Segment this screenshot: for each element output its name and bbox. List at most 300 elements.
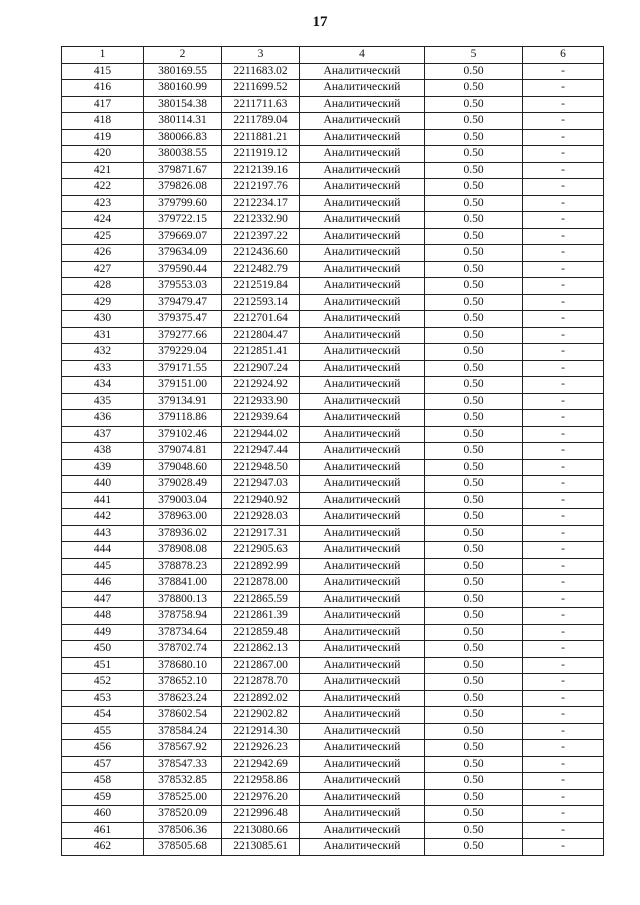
table-row: [62, 476, 604, 493]
y-coordinate-cell: 2212926.23: [222, 740, 300, 757]
accuracy-cell: 0.50: [425, 344, 523, 361]
y-coordinate-cell: 2212996.48: [222, 806, 300, 823]
point-number-cell: 450: [62, 641, 144, 658]
x-coordinate-cell: 380066.83: [144, 129, 222, 146]
table-row: [62, 96, 604, 113]
method-cell: Аналитический: [300, 443, 425, 460]
accuracy-cell: 0.50: [425, 657, 523, 674]
accuracy-cell: 0.50: [425, 278, 523, 295]
accuracy-cell: 0.50: [425, 261, 523, 278]
table-row: [62, 509, 604, 526]
note-cell: -: [523, 327, 604, 344]
table-row: [62, 278, 604, 295]
note-cell: -: [523, 690, 604, 707]
y-coordinate-cell: 2211683.02: [222, 63, 300, 80]
note-cell: -: [523, 542, 604, 559]
method-cell: Аналитический: [300, 410, 425, 427]
column-header: 1: [62, 47, 144, 64]
method-cell: Аналитический: [300, 360, 425, 377]
method-cell: Аналитический: [300, 228, 425, 245]
point-number-cell: 429: [62, 294, 144, 311]
note-cell: -: [523, 608, 604, 625]
table-row: [62, 129, 604, 146]
accuracy-cell: 0.50: [425, 96, 523, 113]
x-coordinate-cell: 379799.60: [144, 195, 222, 212]
y-coordinate-cell: 2212892.02: [222, 690, 300, 707]
x-coordinate-cell: 380038.55: [144, 146, 222, 163]
method-cell: Аналитический: [300, 575, 425, 592]
accuracy-cell: 0.50: [425, 789, 523, 806]
x-coordinate-cell: 378758.94: [144, 608, 222, 625]
accuracy-cell: 0.50: [425, 509, 523, 526]
method-cell: Аналитический: [300, 690, 425, 707]
accuracy-cell: 0.50: [425, 410, 523, 427]
method-cell: Аналитический: [300, 509, 425, 526]
x-coordinate-cell: 379826.08: [144, 179, 222, 196]
point-number-cell: 415: [62, 63, 144, 80]
x-coordinate-cell: 379277.66: [144, 327, 222, 344]
x-coordinate-cell: 379028.49: [144, 476, 222, 493]
point-number-cell: 437: [62, 426, 144, 443]
point-number-cell: 451: [62, 657, 144, 674]
note-cell: -: [523, 261, 604, 278]
accuracy-cell: 0.50: [425, 558, 523, 575]
y-coordinate-cell: 2212914.30: [222, 723, 300, 740]
x-coordinate-cell: 379722.15: [144, 212, 222, 229]
x-coordinate-cell: 378734.64: [144, 624, 222, 641]
table-row: [62, 822, 604, 839]
y-coordinate-cell: 2212958.86: [222, 773, 300, 790]
x-coordinate-cell: 378878.23: [144, 558, 222, 575]
accuracy-cell: 0.50: [425, 723, 523, 740]
y-coordinate-cell: 2212878.70: [222, 674, 300, 691]
point-number-cell: 449: [62, 624, 144, 641]
point-number-cell: 436: [62, 410, 144, 427]
table-row: [62, 789, 604, 806]
method-cell: Аналитический: [300, 707, 425, 724]
y-coordinate-cell: 2212933.90: [222, 393, 300, 410]
method-cell: Аналитический: [300, 294, 425, 311]
point-number-cell: 422: [62, 179, 144, 196]
point-number-cell: 427: [62, 261, 144, 278]
column-header: 3: [222, 47, 300, 64]
note-cell: -: [523, 63, 604, 80]
note-cell: -: [523, 426, 604, 443]
accuracy-cell: 0.50: [425, 63, 523, 80]
method-cell: Аналитический: [300, 212, 425, 229]
y-coordinate-cell: 2212905.63: [222, 542, 300, 559]
method-cell: Аналитический: [300, 344, 425, 361]
method-cell: Аналитический: [300, 624, 425, 641]
y-coordinate-cell: 2212436.60: [222, 245, 300, 262]
y-coordinate-cell: 2212865.59: [222, 591, 300, 608]
point-number-cell: 428: [62, 278, 144, 295]
y-coordinate-cell: 2212976.20: [222, 789, 300, 806]
note-cell: -: [523, 377, 604, 394]
accuracy-cell: 0.50: [425, 228, 523, 245]
x-coordinate-cell: 378584.24: [144, 723, 222, 740]
note-cell: -: [523, 96, 604, 113]
note-cell: -: [523, 393, 604, 410]
table-row: [62, 410, 604, 427]
accuracy-cell: 0.50: [425, 575, 523, 592]
y-coordinate-cell: 2212878.00: [222, 575, 300, 592]
note-cell: -: [523, 789, 604, 806]
note-cell: -: [523, 410, 604, 427]
accuracy-cell: 0.50: [425, 327, 523, 344]
table-row: [62, 344, 604, 361]
x-coordinate-cell: 378702.74: [144, 641, 222, 658]
note-cell: -: [523, 195, 604, 212]
y-coordinate-cell: 2211919.12: [222, 146, 300, 163]
column-header: 4: [300, 47, 425, 64]
table-row: [62, 377, 604, 394]
x-coordinate-cell: 378623.24: [144, 690, 222, 707]
note-cell: -: [523, 806, 604, 823]
method-cell: Аналитический: [300, 245, 425, 262]
accuracy-cell: 0.50: [425, 426, 523, 443]
accuracy-cell: 0.50: [425, 690, 523, 707]
note-cell: -: [523, 575, 604, 592]
point-number-cell: 462: [62, 839, 144, 856]
point-number-cell: 423: [62, 195, 144, 212]
y-coordinate-cell: 2212234.17: [222, 195, 300, 212]
table-row: [62, 212, 604, 229]
y-coordinate-cell: 2212593.14: [222, 294, 300, 311]
x-coordinate-cell: 379669.07: [144, 228, 222, 245]
x-coordinate-cell: 378505.68: [144, 839, 222, 856]
note-cell: -: [523, 228, 604, 245]
method-cell: Аналитический: [300, 162, 425, 179]
table-row: [62, 591, 604, 608]
x-coordinate-cell: 378506.36: [144, 822, 222, 839]
point-number-cell: 460: [62, 806, 144, 823]
table-row: [62, 525, 604, 542]
point-number-cell: 419: [62, 129, 144, 146]
table-row: [62, 624, 604, 641]
x-coordinate-cell: 379634.09: [144, 245, 222, 262]
note-cell: -: [523, 278, 604, 295]
note-cell: -: [523, 311, 604, 328]
note-cell: -: [523, 707, 604, 724]
note-cell: -: [523, 492, 604, 509]
table-row: [62, 294, 604, 311]
table-row: [62, 558, 604, 575]
x-coordinate-cell: 379003.04: [144, 492, 222, 509]
method-cell: Аналитический: [300, 80, 425, 97]
x-coordinate-cell: 380169.55: [144, 63, 222, 80]
accuracy-cell: 0.50: [425, 129, 523, 146]
method-cell: Аналитический: [300, 179, 425, 196]
note-cell: -: [523, 756, 604, 773]
table-row: [62, 806, 604, 823]
accuracy-cell: 0.50: [425, 542, 523, 559]
note-cell: -: [523, 509, 604, 526]
note-cell: -: [523, 443, 604, 460]
point-number-cell: 438: [62, 443, 144, 460]
y-coordinate-cell: 2212942.69: [222, 756, 300, 773]
accuracy-cell: 0.50: [425, 591, 523, 608]
y-coordinate-cell: 2212944.02: [222, 426, 300, 443]
y-coordinate-cell: 2212917.31: [222, 525, 300, 542]
accuracy-cell: 0.50: [425, 443, 523, 460]
note-cell: -: [523, 641, 604, 658]
point-number-cell: 452: [62, 674, 144, 691]
x-coordinate-cell: 378602.54: [144, 707, 222, 724]
note-cell: -: [523, 344, 604, 361]
method-cell: Аналитический: [300, 806, 425, 823]
method-cell: Аналитический: [300, 740, 425, 757]
x-coordinate-cell: 379171.55: [144, 360, 222, 377]
note-cell: -: [523, 129, 604, 146]
table-row: [62, 360, 604, 377]
note-cell: -: [523, 245, 604, 262]
method-cell: Аналитический: [300, 278, 425, 295]
table-row: [62, 756, 604, 773]
y-coordinate-cell: 2212892.99: [222, 558, 300, 575]
point-number-cell: 420: [62, 146, 144, 163]
point-number-cell: 453: [62, 690, 144, 707]
method-cell: Аналитический: [300, 261, 425, 278]
x-coordinate-cell: 379871.67: [144, 162, 222, 179]
note-cell: -: [523, 360, 604, 377]
y-coordinate-cell: 2211881.21: [222, 129, 300, 146]
x-coordinate-cell: 378567.92: [144, 740, 222, 757]
point-number-cell: 444: [62, 542, 144, 559]
method-cell: Аналитический: [300, 96, 425, 113]
point-number-cell: 441: [62, 492, 144, 509]
point-number-cell: 445: [62, 558, 144, 575]
accuracy-cell: 0.50: [425, 608, 523, 625]
note-cell: -: [523, 624, 604, 641]
y-coordinate-cell: 2212939.64: [222, 410, 300, 427]
table-row: [62, 195, 604, 212]
table-row: [62, 674, 604, 691]
column-header: 6: [523, 47, 604, 64]
table-row: [62, 723, 604, 740]
point-number-cell: 421: [62, 162, 144, 179]
point-number-cell: 443: [62, 525, 144, 542]
x-coordinate-cell: 379074.81: [144, 443, 222, 460]
method-cell: Аналитический: [300, 311, 425, 328]
method-cell: Аналитический: [300, 591, 425, 608]
table-row: [62, 542, 604, 559]
table-row: [62, 426, 604, 443]
accuracy-cell: 0.50: [425, 377, 523, 394]
method-cell: Аналитический: [300, 674, 425, 691]
method-cell: Аналитический: [300, 113, 425, 130]
x-coordinate-cell: 379118.86: [144, 410, 222, 427]
point-number-cell: 459: [62, 789, 144, 806]
y-coordinate-cell: 2212397.22: [222, 228, 300, 245]
y-coordinate-cell: 2212862.13: [222, 641, 300, 658]
y-coordinate-cell: 2213080.66: [222, 822, 300, 839]
note-cell: -: [523, 674, 604, 691]
accuracy-cell: 0.50: [425, 245, 523, 262]
accuracy-cell: 0.50: [425, 773, 523, 790]
note-cell: -: [523, 459, 604, 476]
x-coordinate-cell: 379375.47: [144, 311, 222, 328]
point-number-cell: 456: [62, 740, 144, 757]
accuracy-cell: 0.50: [425, 740, 523, 757]
x-coordinate-cell: 378525.00: [144, 789, 222, 806]
method-cell: Аналитический: [300, 608, 425, 625]
method-cell: Аналитический: [300, 773, 425, 790]
x-coordinate-cell: 379553.03: [144, 278, 222, 295]
note-cell: -: [523, 591, 604, 608]
y-coordinate-cell: 2212519.84: [222, 278, 300, 295]
method-cell: Аналитический: [300, 542, 425, 559]
table-row: [62, 261, 604, 278]
point-number-cell: 446: [62, 575, 144, 592]
table-row: [62, 179, 604, 196]
point-number-cell: 454: [62, 707, 144, 724]
method-cell: Аналитический: [300, 723, 425, 740]
x-coordinate-cell: 379479.47: [144, 294, 222, 311]
y-coordinate-cell: 2212859.48: [222, 624, 300, 641]
method-cell: Аналитический: [300, 756, 425, 773]
x-coordinate-cell: 378520.09: [144, 806, 222, 823]
note-cell: -: [523, 476, 604, 493]
point-number-cell: 434: [62, 377, 144, 394]
point-number-cell: 424: [62, 212, 144, 229]
point-number-cell: 458: [62, 773, 144, 790]
method-cell: Аналитический: [300, 129, 425, 146]
table-row: [62, 657, 604, 674]
y-coordinate-cell: 2212902.82: [222, 707, 300, 724]
table-row: [62, 228, 604, 245]
accuracy-cell: 0.50: [425, 806, 523, 823]
note-cell: -: [523, 162, 604, 179]
method-cell: Аналитический: [300, 146, 425, 163]
method-cell: Аналитический: [300, 476, 425, 493]
method-cell: Аналитический: [300, 525, 425, 542]
note-cell: -: [523, 822, 604, 839]
point-number-cell: 455: [62, 723, 144, 740]
table-row: [62, 608, 604, 625]
method-cell: Аналитический: [300, 657, 425, 674]
method-cell: Аналитический: [300, 426, 425, 443]
accuracy-cell: 0.50: [425, 525, 523, 542]
y-coordinate-cell: 2211711.63: [222, 96, 300, 113]
point-number-cell: 442: [62, 509, 144, 526]
note-cell: -: [523, 773, 604, 790]
table-row: [62, 575, 604, 592]
y-coordinate-cell: 2212701.64: [222, 311, 300, 328]
table-row: [62, 459, 604, 476]
y-coordinate-cell: 2212924.92: [222, 377, 300, 394]
y-coordinate-cell: 2212851.41: [222, 344, 300, 361]
header-row: [62, 47, 604, 64]
x-coordinate-cell: 379102.46: [144, 426, 222, 443]
y-coordinate-cell: 2212867.00: [222, 657, 300, 674]
table-row: [62, 773, 604, 790]
note-cell: -: [523, 80, 604, 97]
point-number-cell: 439: [62, 459, 144, 476]
accuracy-cell: 0.50: [425, 195, 523, 212]
x-coordinate-cell: 380160.99: [144, 80, 222, 97]
accuracy-cell: 0.50: [425, 641, 523, 658]
note-cell: -: [523, 839, 604, 856]
accuracy-cell: 0.50: [425, 756, 523, 773]
accuracy-cell: 0.50: [425, 162, 523, 179]
coordinates-table: [61, 46, 604, 856]
x-coordinate-cell: 378532.85: [144, 773, 222, 790]
y-coordinate-cell: 2212804.47: [222, 327, 300, 344]
y-coordinate-cell: 2212947.44: [222, 443, 300, 460]
y-coordinate-cell: 2212139.16: [222, 162, 300, 179]
point-number-cell: 433: [62, 360, 144, 377]
x-coordinate-cell: 379590.44: [144, 261, 222, 278]
note-cell: -: [523, 212, 604, 229]
table-row: [62, 113, 604, 130]
x-coordinate-cell: 378841.00: [144, 575, 222, 592]
x-coordinate-cell: 379151.00: [144, 377, 222, 394]
method-cell: Аналитический: [300, 393, 425, 410]
point-number-cell: 461: [62, 822, 144, 839]
accuracy-cell: 0.50: [425, 360, 523, 377]
accuracy-cell: 0.50: [425, 393, 523, 410]
table-row: [62, 63, 604, 80]
method-cell: Аналитический: [300, 63, 425, 80]
point-number-cell: 416: [62, 80, 144, 97]
accuracy-cell: 0.50: [425, 459, 523, 476]
note-cell: -: [523, 113, 604, 130]
table-row: [62, 492, 604, 509]
note-cell: -: [523, 294, 604, 311]
x-coordinate-cell: 378652.10: [144, 674, 222, 691]
note-cell: -: [523, 657, 604, 674]
y-coordinate-cell: 2211789.04: [222, 113, 300, 130]
x-coordinate-cell: 379048.60: [144, 459, 222, 476]
table-row: [62, 162, 604, 179]
x-coordinate-cell: 378963.00: [144, 509, 222, 526]
x-coordinate-cell: 378936.02: [144, 525, 222, 542]
note-cell: -: [523, 740, 604, 757]
y-coordinate-cell: 2212197.76: [222, 179, 300, 196]
method-cell: Аналитический: [300, 459, 425, 476]
column-header: 2: [144, 47, 222, 64]
x-coordinate-cell: 379134.91: [144, 393, 222, 410]
accuracy-cell: 0.50: [425, 212, 523, 229]
table-row: [62, 707, 604, 724]
note-cell: -: [523, 179, 604, 196]
x-coordinate-cell: 380114.31: [144, 113, 222, 130]
table-row: [62, 245, 604, 262]
point-number-cell: 417: [62, 96, 144, 113]
y-coordinate-cell: 2212948.50: [222, 459, 300, 476]
point-number-cell: 448: [62, 608, 144, 625]
method-cell: Аналитический: [300, 492, 425, 509]
y-coordinate-cell: 2212928.03: [222, 509, 300, 526]
point-number-cell: 457: [62, 756, 144, 773]
x-coordinate-cell: 380154.38: [144, 96, 222, 113]
accuracy-cell: 0.50: [425, 839, 523, 856]
accuracy-cell: 0.50: [425, 311, 523, 328]
method-cell: Аналитический: [300, 558, 425, 575]
point-number-cell: 426: [62, 245, 144, 262]
x-coordinate-cell: 378800.13: [144, 591, 222, 608]
note-cell: -: [523, 723, 604, 740]
accuracy-cell: 0.50: [425, 476, 523, 493]
y-coordinate-cell: 2213085.61: [222, 839, 300, 856]
point-number-cell: 418: [62, 113, 144, 130]
note-cell: -: [523, 525, 604, 542]
point-number-cell: 430: [62, 311, 144, 328]
table-row: [62, 443, 604, 460]
table-header: [62, 47, 604, 64]
note-cell: -: [523, 146, 604, 163]
